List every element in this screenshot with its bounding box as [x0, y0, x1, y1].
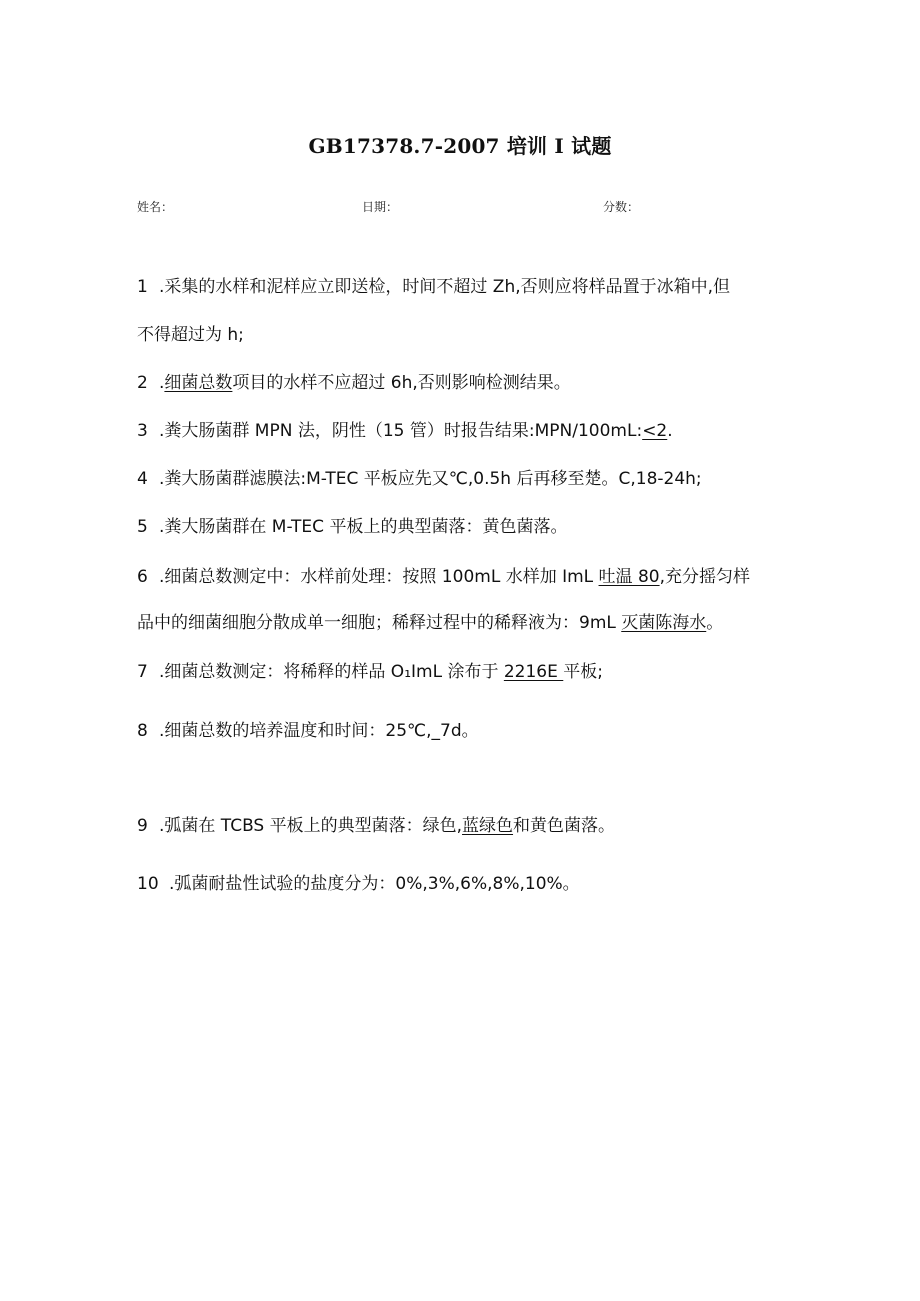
answer-underlined: 细菌总数: [164, 373, 233, 393]
question-text-pre: 品中的细菌细胞分散成单一细胞；稀释过程中的稀释液为：9mL: [137, 613, 622, 633]
question-number: 5: [137, 517, 148, 537]
question-number: 3: [137, 421, 148, 441]
answer-underlined: 灭菌陈海水: [621, 613, 707, 633]
question-text-post: ,充分摇匀样: [659, 567, 750, 587]
answer-underlined: <2: [642, 421, 668, 441]
document-title: GB17378.7-2007 培训 I 试题: [308, 134, 612, 158]
question-number: 1: [137, 277, 148, 297]
question-text: .细菌总数的培养温度和时间：25℃,_7d。: [159, 721, 479, 741]
question-text: .粪大肠菌群滤膜法:M-TEC 平板应先又℃,0.5h 后再移至楚。C,18-24h;: [159, 469, 702, 489]
name-label: 姓名：: [137, 200, 174, 214]
question-text-post: 和黄色菌落。: [513, 816, 616, 836]
answer-underlined: 吐温 80: [598, 567, 660, 587]
question-number: 4: [137, 469, 148, 489]
question-1: [137, 274, 787, 300]
question-text-post: .: [667, 421, 673, 441]
answer-underlined: 蓝绿色: [462, 816, 514, 836]
date-label: 日期：: [362, 200, 399, 214]
question-text-post: 。: [706, 613, 724, 633]
question-2: [137, 370, 787, 396]
info-fields-row: [0, 198, 920, 218]
question-text-pre: .弧菌在 TCBS 平板上的典型菌落：绿色,: [159, 816, 463, 836]
question-text: .采集的水样和泥样应立即送检，时间不超过 Zh,否则应将样品置于冰箱中,但: [159, 277, 731, 297]
question-number: 2: [137, 373, 148, 393]
question-number: 10: [137, 874, 159, 894]
question-5: [137, 514, 787, 540]
question-number: 7: [137, 662, 148, 682]
question-1-continuation: [137, 322, 787, 348]
question-3: [137, 418, 787, 444]
question-text: .粪大肠菌群在 M-TEC 平板上的典型菌落：黄色菌落。: [159, 517, 568, 537]
question-9: [137, 813, 787, 839]
question-text-pre: .细菌总数测定中：水样前处理：按照 100mL 水样加 ImL: [159, 567, 599, 587]
question-text-pre: .细菌总数测定：将稀释的样品 O₁ImL 涂布于: [159, 662, 504, 682]
question-number: 9: [137, 816, 148, 836]
question-text: .弧菌耐盐性试验的盐度分为：0%,3%,6%,8%,10%。: [169, 874, 580, 894]
question-number: 8: [137, 721, 148, 741]
question-text-pre: .: [159, 373, 165, 393]
question-7: [137, 659, 787, 685]
answer-underlined: 2216E: [503, 662, 564, 682]
question-6: [137, 564, 787, 590]
question-number: 6: [137, 567, 148, 587]
question-text: 不得超过为 h;: [137, 325, 244, 345]
question-text-pre: .粪大肠菌群 MPN 法，阴性（15 管）时报告结果:MPN∕100mL:: [159, 421, 643, 441]
question-text-post: 平板;: [563, 662, 604, 682]
question-text-post: 项目的水样不应超过 6h,否则影响检测结果。: [232, 373, 571, 393]
question-6-continuation: [137, 610, 787, 636]
score-label: 分数：: [603, 200, 640, 214]
question-8: [137, 718, 787, 744]
question-10: [137, 871, 787, 897]
question-4: [137, 466, 787, 492]
